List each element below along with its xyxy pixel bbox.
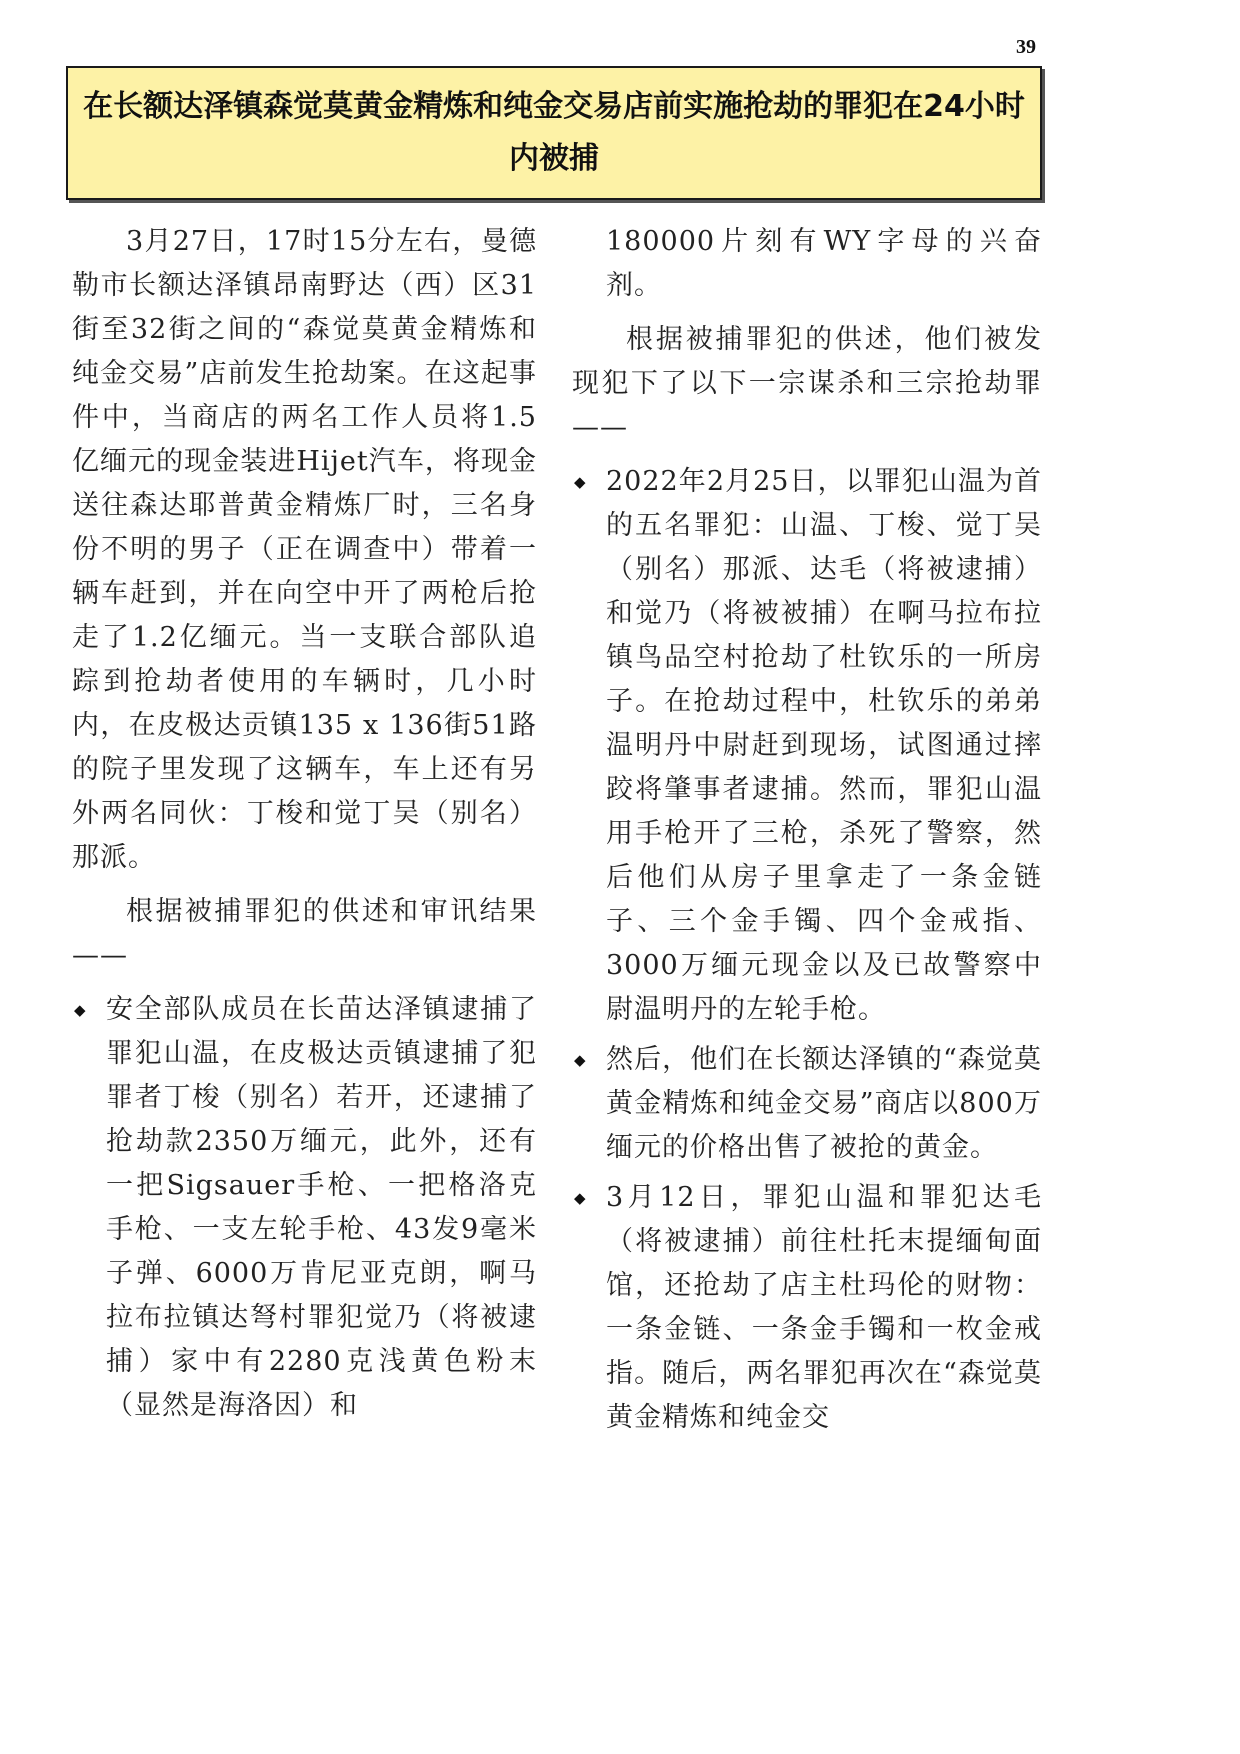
list-item (572, 1176, 1042, 1440)
bullet-text: 然后，他们在长额达泽镇的“森觉莫黄金精炼和纯金交易”商店以800万缅元的价格出售了被抢的黄金。 (606, 1044, 1042, 1163)
continuation-paragraph: 180000片刻有WY字母的兴奋剂。 (606, 226, 1042, 301)
list-item (72, 988, 537, 1428)
list-item (572, 1038, 1042, 1170)
page-number: 39 (1016, 36, 1036, 58)
left-bullet-list (72, 988, 537, 1428)
intro-paragraph: 3月27日，17时15分左右，曼德勒市长额达泽镇昂南野达（西）区31街至32街之间的“森觉莫黄金精炼和纯金交易”店前发生抢劫案。在这起事件中，当商店的两名工作人员将1.5亿缅元的现金装进Hijet汽车，将现金送往森达耶普黄金精炼厂时，三名身份不明的男子（正在调查中）带着一辆车赶到，并在向空中开了两枪后抢走了1.2亿缅元。当一支联合部队追踪到抢劫者使用的车辆时，几小时内，在皮极达贡镇135 x 136街51路的院子里发现了这辆车，车上还有另外两名同伙：丁梭和觉丁吴（别名）那派。 (72, 226, 537, 873)
results-lead-paragraph: 根据被捕罪犯的供述和审讯结果—— (72, 896, 537, 971)
diamond-bullet-icon: ◆ (574, 1051, 587, 1069)
diamond-bullet-icon: ◆ (574, 1189, 587, 1207)
confession-lead-paragraph: 根据被捕罪犯的供述，他们被发现犯下了以下一宗谋杀和三宗抢劫罪—— (572, 324, 1042, 443)
right-column (572, 220, 1042, 1446)
bullet-text: 3月12日，罪犯山温和罪犯达毛（将被逮捕）前往杜托末提缅甸面馆，还抢劫了店主杜玛伦的财物：一条金链、一条金手镯和一枚金戒指。随后，两名罪犯再次在“森觉莫黄金精炼和纯金交 (606, 1182, 1042, 1433)
left-column (72, 220, 537, 1434)
bullet-text: 安全部队成员在长苗达泽镇逮捕了罪犯山温，在皮极达贡镇逮捕了犯罪者丁梭（别名）若开，还逮捕了抢劫款2350万缅元，此外，还有一把Sigsauer手枪、一把格洛克手枪、一支左轮手枪、43发9毫米子弹、6000万肯尼亚克朗，啊马拉布拉镇达弩村罪犯觉乃（将被逮捕）家中有2280克浅黄色粉末（显然是海洛因）和 (106, 994, 537, 1421)
diamond-bullet-icon: ◆ (74, 1001, 87, 1019)
headline-box (66, 66, 1042, 200)
list-item (572, 460, 1042, 1032)
bullet-text: 2022年2月25日，以罪犯山温为首的五名罪犯：山温、丁梭、觉丁吴（别名）那派、达毛（将被逮捕）和觉乃（将被被捕）在啊马拉布拉镇鸟品空村抢劫了杜钦乐的一所房子。在抢劫过程中，杜钦乐的弟弟温明丹中尉赶到现场，试图通过摔跤将肇事者逮捕。然而，罪犯山温用手枪开了三枪，杀死了警察，然后他们从房子里拿走了一条金链子、三个金手镯、四个金戒指、3000万缅元现金以及已故警察中尉温明丹的左轮手枪。 (606, 466, 1042, 1025)
headline: 在长额达泽镇森觉莫黄金精炼和纯金交易店前实施抢劫的罪犯在24小时内被捕 (83, 89, 1025, 176)
diamond-bullet-icon: ◆ (574, 473, 587, 491)
right-bullet-list (572, 460, 1042, 1440)
